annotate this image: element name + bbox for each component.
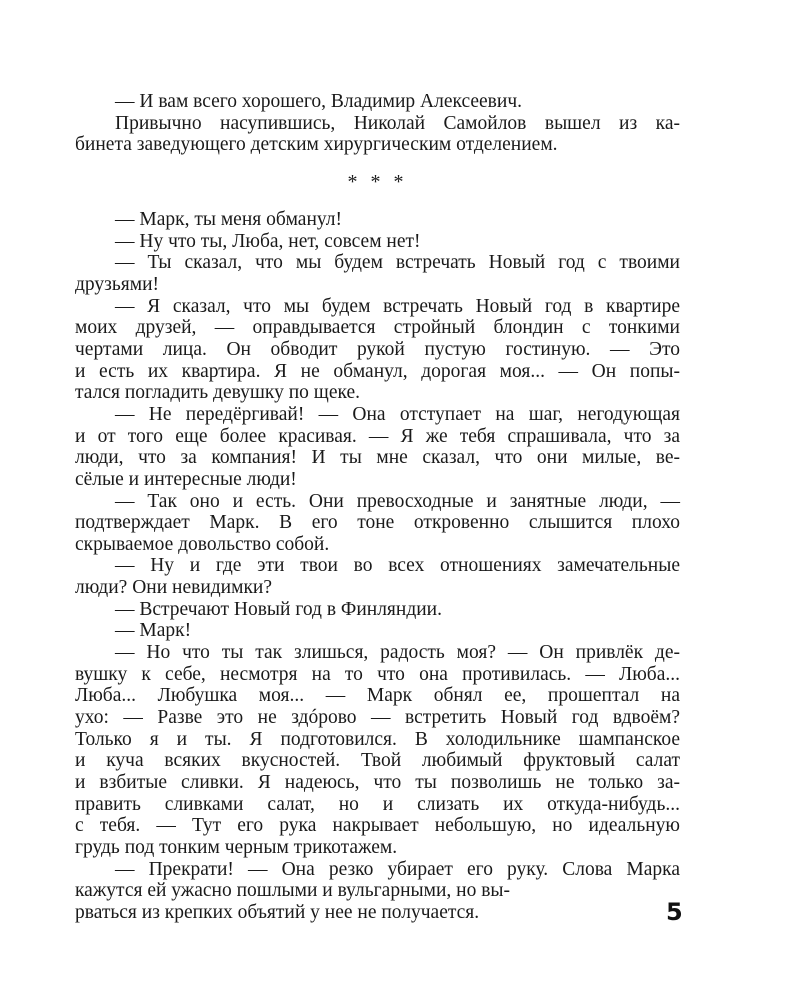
- text-line: и взбитые сливки. Я надеюсь, что ты позволишь не только за-: [75, 772, 680, 794]
- text-line: Люба... Любушка моя... — Марк обнял ее, прошептал на: [75, 685, 680, 707]
- book-page: [75, 91, 680, 924]
- text-line: чертами лица. Он обводит рукой пустую гостиную. — Это: [75, 338, 680, 360]
- text-line: — Ты сказал, что мы будем встречать Новый год с твоими: [115, 252, 680, 274]
- text-line: ухо: — Разве это не здóрово — встретить Новый год вдвоём?: [75, 707, 680, 729]
- text-line: скрываемое довольство собой.: [75, 533, 330, 555]
- section-separator: * * *: [347, 170, 408, 193]
- text-line: тался погладить девушку по щеке.: [75, 382, 360, 404]
- text-line: и есть их квартира. Я не обманул, дорогая моя... — Он попы-: [75, 360, 680, 382]
- paragraph: [75, 404, 680, 491]
- text-line: Только я и ты. Я подготовился. В холодильнике шампанское: [75, 728, 680, 750]
- text-line: — Ну и где эти твои во всех отношениях замечательные: [115, 555, 680, 577]
- paragraph: [75, 252, 680, 295]
- text-line: вушку к себе, несмотря на то что она противилась. — Люба...: [75, 663, 680, 685]
- text-line: грудь под тонким черным трикотажем.: [75, 837, 398, 858]
- text-line: — Но что ты так злишься, радость моя? — Он привлёк де-: [115, 642, 680, 664]
- text-line: — Я сказал, что мы будем встречать Новый год в квартире: [115, 295, 680, 317]
- text-line: и от того еще более красивая. — Я же тебя спрашивала, что за: [75, 425, 680, 447]
- paragraph: [75, 599, 680, 621]
- text-line: друзьями!: [75, 273, 159, 295]
- text-line: — Марк, ты меня обманул!: [115, 208, 343, 230]
- text-line: люди? Они невидимки?: [75, 577, 273, 599]
- text-line: подтверждает Марк. В его тоне откровенно слышится плохо: [75, 512, 680, 534]
- text-line: кажутся ей ужасно пошлыми и вульгарными, но вы-: [75, 880, 510, 902]
- paragraph: [75, 859, 680, 924]
- paragraph: [75, 91, 680, 113]
- paragraph: [75, 555, 680, 598]
- text-line: — Ну что ты, Люба, нет, совсем нет!: [115, 230, 421, 252]
- section-top: [75, 91, 680, 156]
- text-line: — Встречают Новый год в Финляндии.: [115, 598, 442, 620]
- text-line: править сливками салат, но и слизать их откуда-нибудь...: [75, 793, 680, 815]
- paragraph: [75, 642, 680, 859]
- paragraph: [75, 209, 680, 231]
- paragraph: [75, 296, 680, 404]
- text-line: — Так оно и есть. Они превосходные и занятные люди, —: [115, 490, 680, 512]
- paragraph: [75, 113, 680, 156]
- text-line: — И вам всего хорошего, Владимир Алексеевич.: [115, 91, 523, 112]
- paragraph: [75, 491, 680, 556]
- section-body: [75, 209, 680, 924]
- text-line: сёлые и интересные люди!: [75, 468, 297, 490]
- text-line: бинета заведующего детским хирургическим отделением.: [75, 134, 558, 156]
- paragraph: [75, 231, 680, 253]
- text-line: с тебя. — Тут его рука накрывает небольшую, но идеальную: [75, 815, 680, 837]
- text-line: — Не передёргивай! — Она отступает на шаг, негодующая: [115, 403, 680, 425]
- text-line: — Марк!: [115, 620, 192, 642]
- text-line: — Прекрати! — Она резко убирает его руку. Слова Марка: [115, 858, 680, 880]
- text-line: Привычно насупившись, Николай Самойлов вышел из ка-: [115, 112, 680, 134]
- text-line: рваться из крепких объятий у нее не получается.: [75, 901, 480, 923]
- text-line: моих друзей, — оправдывается стройный блондин с тонкими: [75, 317, 680, 339]
- paragraph: [75, 620, 680, 642]
- text-line: и куча всяких вкусностей. Твой любимый фруктовый салат: [75, 750, 680, 772]
- text-line: люди, что за компания! И ты мне сказал, что они милые, ве-: [75, 447, 680, 469]
- page-number: 5: [666, 898, 683, 926]
